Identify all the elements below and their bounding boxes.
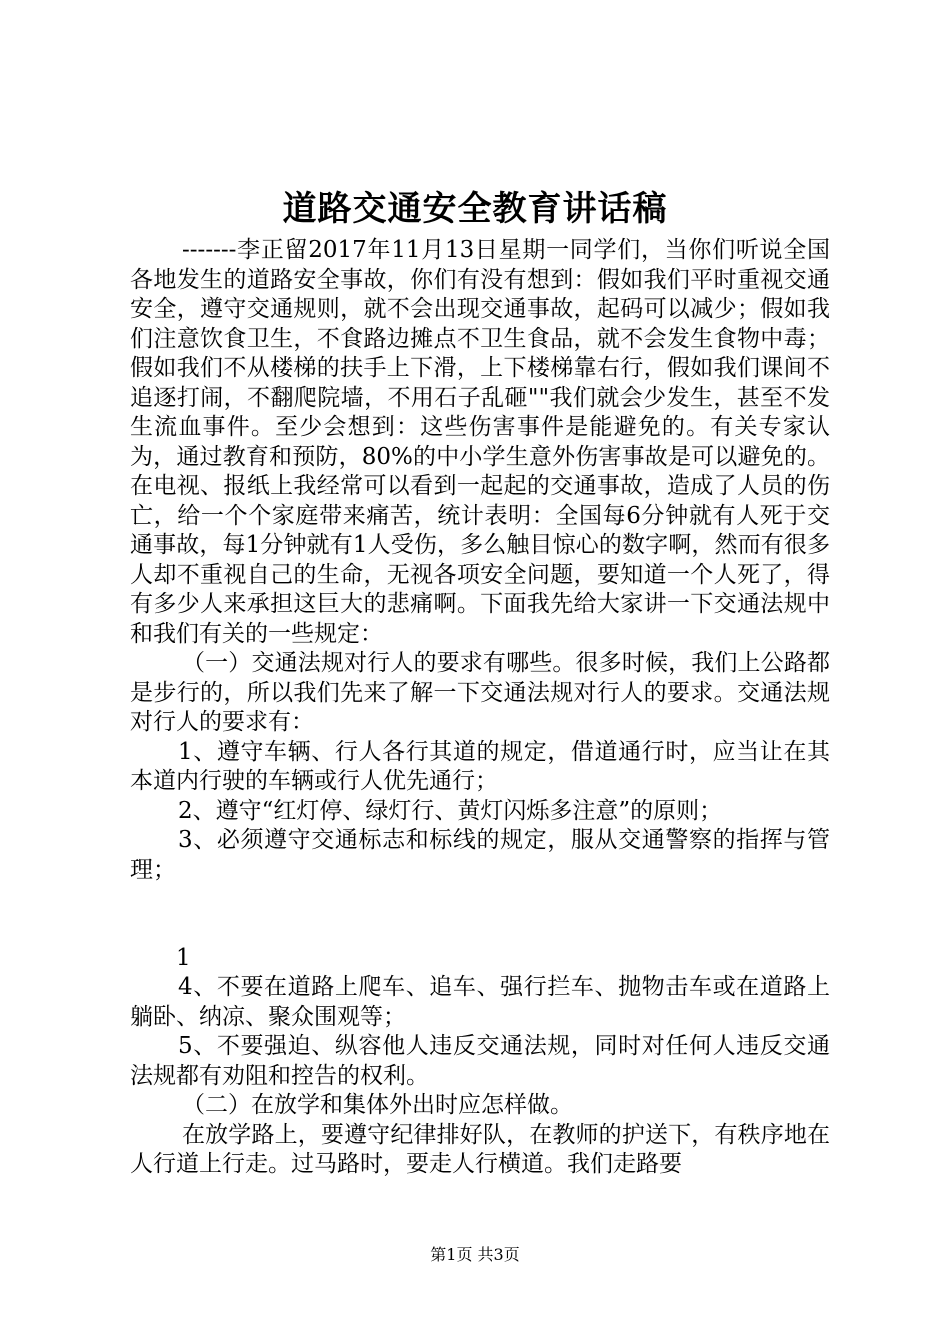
body-text-top [130, 236, 830, 885]
paragraph-rule-3: 3、必须遵守交通标志和标线的规定，服从交通警察的指挥与管理； [130, 827, 830, 883]
paragraph-intro: -------李正留2017年11月13日星期一同学们，当你们听说全国各地发生的道路安全事故，你们有没有想到：假如我们平时重视交通安全，遵守交通规则，就不会出现交通事故，起码可以减少；假如我们注意饮食卫生，不食路边摊点不卫生食品，就不会发生食物中毒；假如我们不从楼梯的扶手上下滑，上下楼梯靠右行，假如我们课间不追逐打闹，不翻爬院墙，不用石子乱砸""我们就会少发生，甚至不发生流血事件。至少会想到：这些伤害事件是能避免的。有关专家认为，通过教育和预防，80%的中小学生意外伤害事故是可以避免的。在电视、报纸上我经常可以看到一起起的交通事故，造成了人员的伤亡，给一个个家庭带来痛苦，统计表明：全国每6分钟就有人死于交通事故，每1分钟就有1人受伤，多么触目惊心的数字啊，然而有很多人却不重视自己的生命，无视各项安全问题，要知道一个人死了，得有多少人来承担这巨大的悲痛啊。下面我先给大家讲一下交通法规中和我们有关的一些规定： [130, 237, 830, 647]
paragraph-rule-4: 4、不要在道路上爬车、追车、强行拦车、抛物击车或在道路上躺卧、纳凉、聚众围观等； [130, 974, 830, 1030]
paragraph-section-one: （一）交通法规对行人的要求有哪些。很多时候，我们上公路都是步行的，所以我们先来了解一下交通法规对行人的要求。交通法规对行人的要求有： [130, 650, 830, 735]
inline-page-number: 1 [176, 945, 191, 971]
document-title: 道路交通安全教育讲话稿 [282, 189, 668, 229]
paragraph-rule-2: 2、遵守“红灯停、绿灯行、黄灯闪烁多注意”的原则； [178, 797, 723, 824]
paragraph-rule-1: 1、遵守车辆、行人各行其道的规定，借道通行时，应当让在其本道内行驶的车辆或行人优先通行； [130, 738, 830, 794]
paragraph-rule-5: 5、不要强迫、纵容他人违反交通法规，同时对任何人违反交通法规都有劝阻和控告的权利。 [130, 1033, 830, 1089]
paragraph-after-school: 在放学路上，要遵守纪律排好队，在教师的护送下，有秩序地在人行道上行走。过马路时，要走人行横道。我们走路要 [130, 1121, 830, 1177]
body-text-bottom [130, 973, 830, 1180]
page-footer: 第1页 共3页 [430, 1245, 520, 1264]
paragraph-section-two: （二）在放学和集体外出时应怎样做。 [182, 1092, 573, 1118]
